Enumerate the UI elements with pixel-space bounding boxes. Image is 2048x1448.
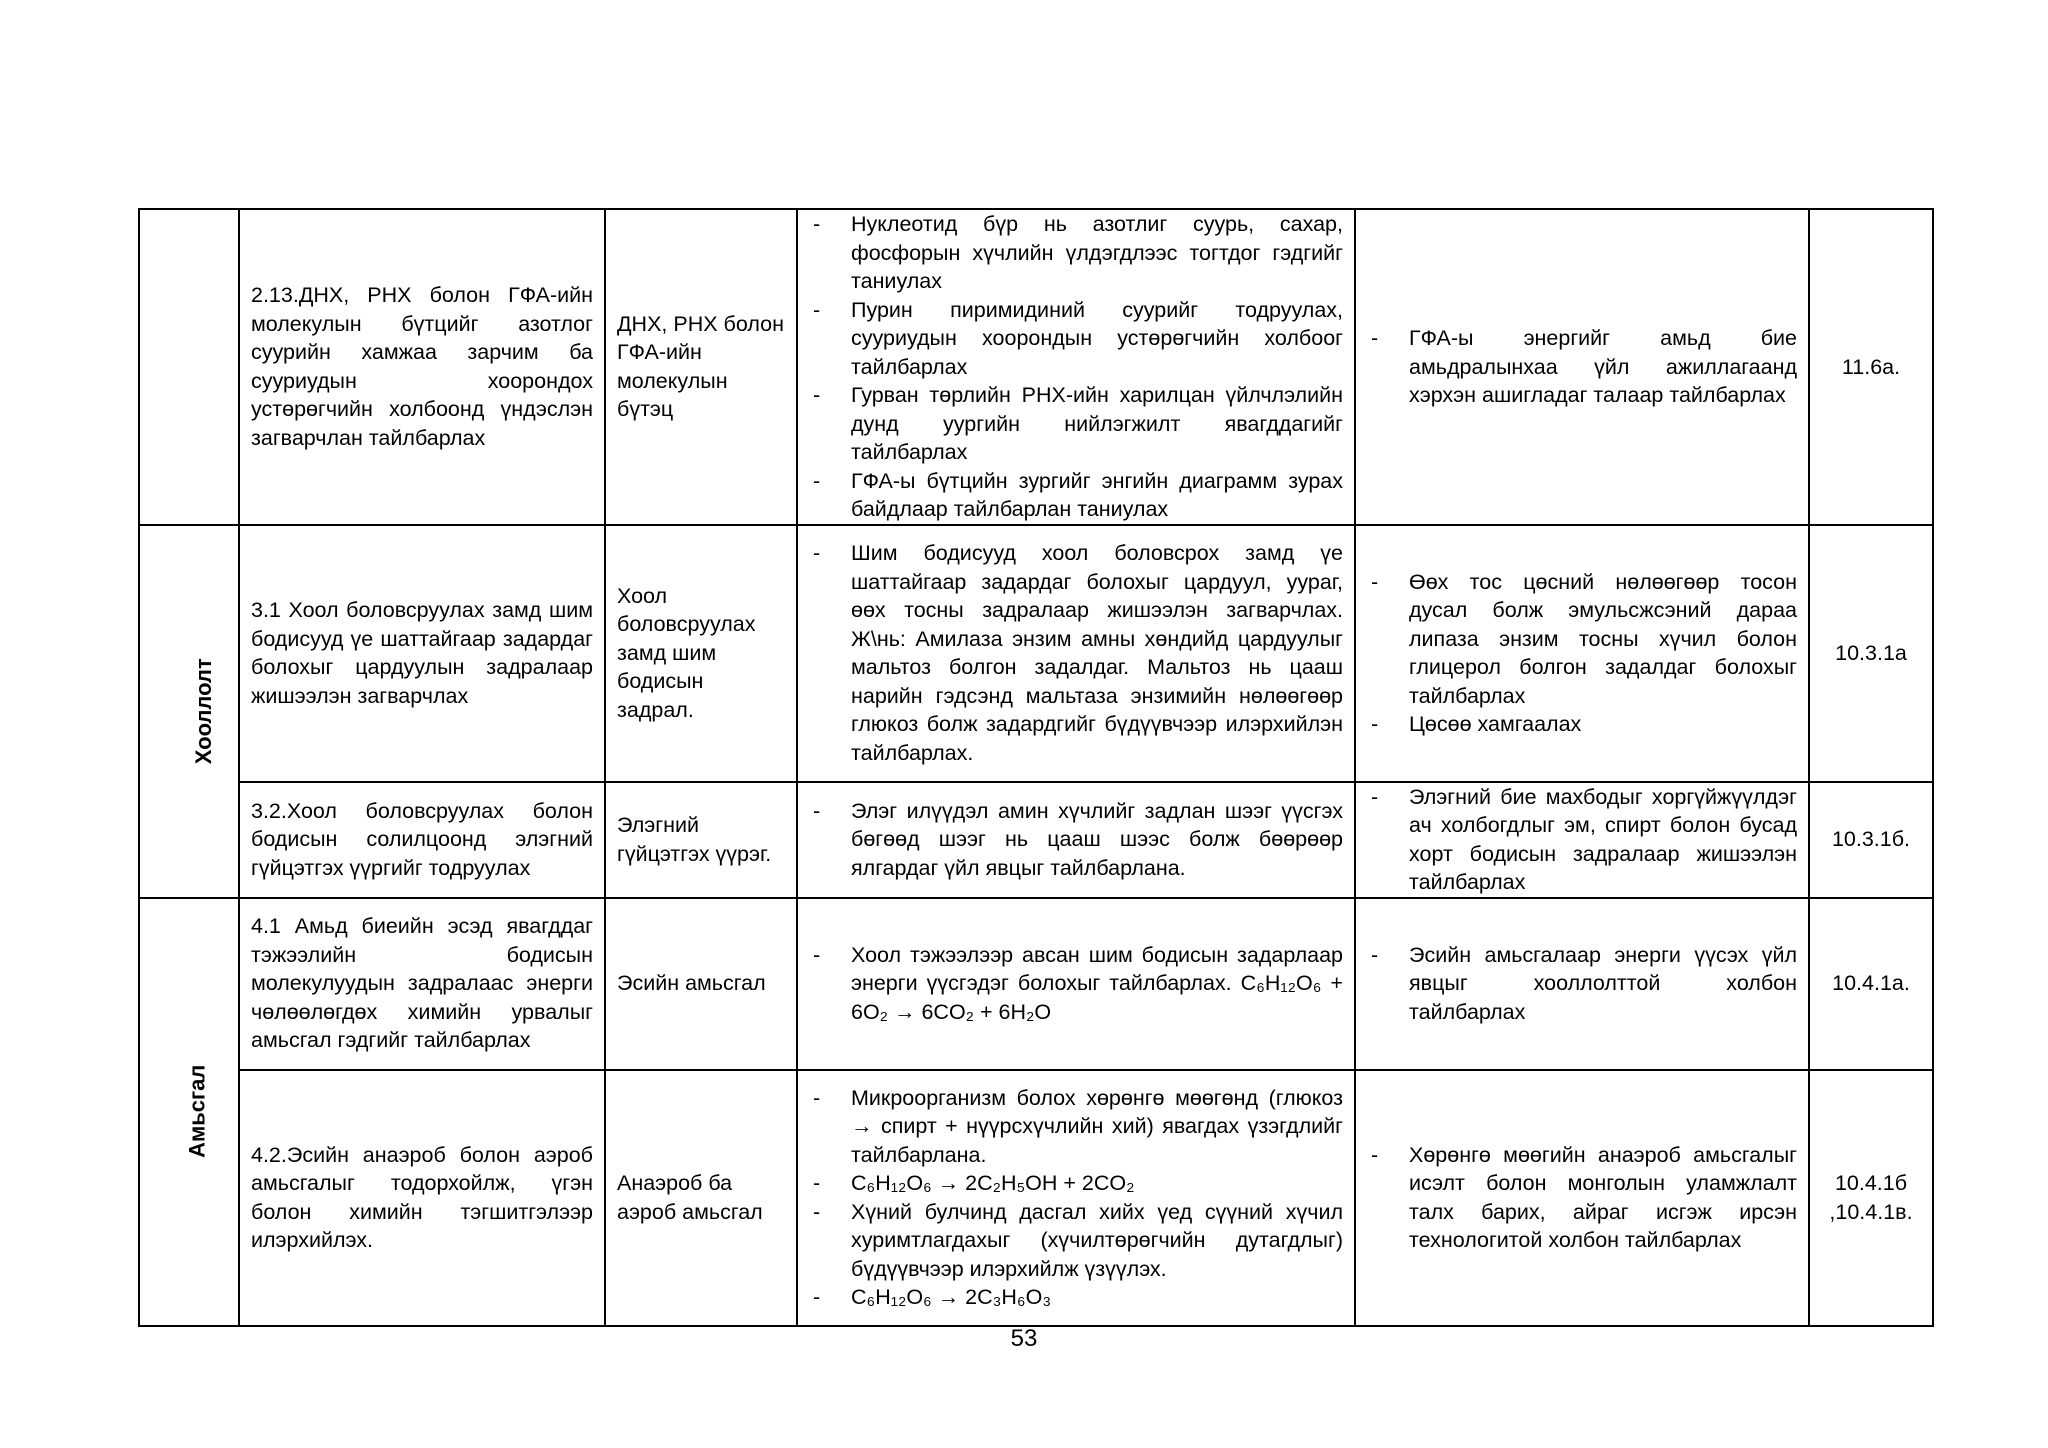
table-row xyxy=(139,1070,1933,1326)
topic-cell: ДНХ, РНХ болон ГФА-ийн молекулын бүтэц xyxy=(605,209,797,525)
list-item: - Шим бодисууд хоол боловсрох замд үе шаттайгаар задардаг болохыг цардуул, уураг, өөх тосны задралаар жишээлэн загварчлах. Ж\нь: Амилаза энзим амны хөндийд цардуулыг мальтоз болгон задалдаг. Мальтоз нь цааш нарийн гэдсэнд мальтаза энзимийн нөлөөгөөр глюкоз болж задардгийг бүдүүвчээр илэрхийлэн тайлбарлах. xyxy=(809,539,1343,767)
section-cell xyxy=(139,525,239,898)
list-item: - Гурван төрлийн РНХ-ийн харилцан үйлчлэлийн дунд уургийн нийлэгжилт явагддагийг тайлбарлах xyxy=(809,381,1343,467)
code-cell: 10.4.1а. xyxy=(1809,898,1933,1070)
code-cell: 10.3.1б. xyxy=(1809,782,1933,898)
list-item: - Микроорганизм болох хөрөнгө мөөгөнд (глюкоз → спирт + нүүрсхүчлийн хий) явагдах үзэгдлийг тайлбарлана. xyxy=(809,1084,1343,1170)
curriculum-table xyxy=(138,208,1934,1327)
list-item: - ГФА-ы бүтцийн зургийг энгийн диаграмм зурах байдлаар тайлбарлан таниулах xyxy=(809,467,1343,524)
activities-cell xyxy=(797,525,1355,782)
integration-cell xyxy=(1355,898,1809,1070)
table-row xyxy=(139,898,1933,1070)
topic-cell: Эсийн амьсгал xyxy=(605,898,797,1070)
list-item: - Элэг илүүдэл амин хүчлийг задлан шээг үүсгэх бөгөөд шээг нь цааш шээс болж бөөрөөр ялгардаг үйл явцыг тайлбарлана. xyxy=(809,797,1343,883)
list-item: - C₆H₁₂O₆ → 2C₂H₅OH + 2CO₂ xyxy=(809,1169,1343,1198)
section-label: Амьсгал xyxy=(184,1064,210,1159)
list-item: - Өөх тос цөсний нөлөөгөөр тосон дусал болж эмульсжсэний дараа липаза энзим тосны хүчил болон глицерол болгон задалдаг болохыг тайлбарлах xyxy=(1367,568,1797,711)
code-cell: 10.3.1а xyxy=(1809,525,1933,782)
list-item: - C₆H₁₂O₆ → 2C₃H₆O₃ xyxy=(809,1283,1343,1312)
list-item: - Нуклеотид бүр нь азотлиг суурь, сахар, фосфорын хүчлийн үлдэгдлээс тогтдог гэдгийг таниулах xyxy=(809,210,1343,296)
list-item: - Хоол тэжээлээр авсан шим бодисын задарлаар энерги үүсгэдэг болохыг тайлбарлах. C₆H₁₂O₆ + 6O₂ → 6CO₂ + 6H₂O xyxy=(809,941,1343,1027)
integration-cell xyxy=(1355,782,1809,898)
integration-cell xyxy=(1355,1070,1809,1326)
objective-cell: 3.1 Хоол боловсруулах замд шим бодисууд үе шаттайгаар задардаг болохыг цардуулын задралаар жишээлэн загварчлах xyxy=(239,525,605,782)
activities-cell xyxy=(797,209,1355,525)
integration-cell xyxy=(1355,525,1809,782)
section-label: Хооллолт xyxy=(190,657,216,765)
activities-cell xyxy=(797,782,1355,898)
objective-cell: 2.13.ДНХ, РНХ болон ГФА-ийн молекулын бүтцийг азотлог суурийн хамжаа зарчим ба сууриудын хоорондох устөрөгчийн холбоонд үндэслэн загварчлан тайлбарлах xyxy=(239,209,605,525)
topic-cell: Хоол боловсруулах замд шим бодисын задрал. xyxy=(605,525,797,782)
activities-cell xyxy=(797,898,1355,1070)
topic-cell: Анаэроб ба аэроб амьсгал xyxy=(605,1070,797,1326)
table-row xyxy=(139,782,1933,898)
topic-cell: Элэгний гүйцэтгэх үүрэг. xyxy=(605,782,797,898)
list-item: - ГФА-ы энергийг амьд бие амьдралынхаа үйл ажиллагаанд хэрхэн ашигладаг талаар тайлбарлах xyxy=(1367,324,1797,410)
activities-cell xyxy=(797,1070,1355,1326)
code-cell: 10.4.1б ,10.4.1в. xyxy=(1809,1070,1933,1326)
list-item: - Цөсөө хамгаалах xyxy=(1367,710,1797,739)
list-item: - Хүний булчинд дасгал хийх үед сүүний хүчил хуримтлагдахыг (хүчилтөрөгчийн дутагдлыг) бүдүүвчээр илэрхийлж үзүүлэх. xyxy=(809,1198,1343,1284)
list-item: - Пурин пиримидиний суурийг тодруулах, сууриудын хоорондын устөрөгчийн холбоог тайлбарлах xyxy=(809,296,1343,382)
integration-cell xyxy=(1355,209,1809,525)
list-item: - Элэгний бие махбодыг хоргүйжүүлдэг ач холбогдлыг эм, спирт болон бусад хорт бодисын задралаар жишээлэн тайлбарлах xyxy=(1367,783,1797,897)
section-cell xyxy=(139,209,239,525)
table-row xyxy=(139,209,1933,525)
objective-cell: 3.2.Хоол боловсруулах болон бодисын солилцоонд элэгний гүйцэтгэх үүргийг тодруулах xyxy=(239,782,605,898)
list-item: - Эсийн амьсгалаар энерги үүсэх үйл явцыг хооллолттой холбон тайлбарлах xyxy=(1367,941,1797,1027)
code-cell: 11.6а. xyxy=(1809,209,1933,525)
objective-cell: 4.2.Эсийн анаэроб болон аэроб амьсгалыг тодорхойлж, үгэн болон химийн тэгшитгэлээр илэрхийлэх. xyxy=(239,1070,605,1326)
list-item: - Хөрөнгө мөөгийн анаэроб амьсгалыг исэлт болон монголын уламжлалт талх барих, айраг исгэж ирсэн технологитой холбон тайлбарлах xyxy=(1367,1141,1797,1255)
table-row xyxy=(139,525,1933,782)
page-number: 53 xyxy=(1010,1325,1038,1352)
section-cell xyxy=(139,898,239,1326)
objective-cell: 4.1 Амьд биеийн эсэд явагддаг тэжээлийн бодисын молекулуудын задралаас энерги чөлөөлөгдөх химийн урвалыг амьсгал гэдгийг тайлбарлах xyxy=(239,898,605,1070)
